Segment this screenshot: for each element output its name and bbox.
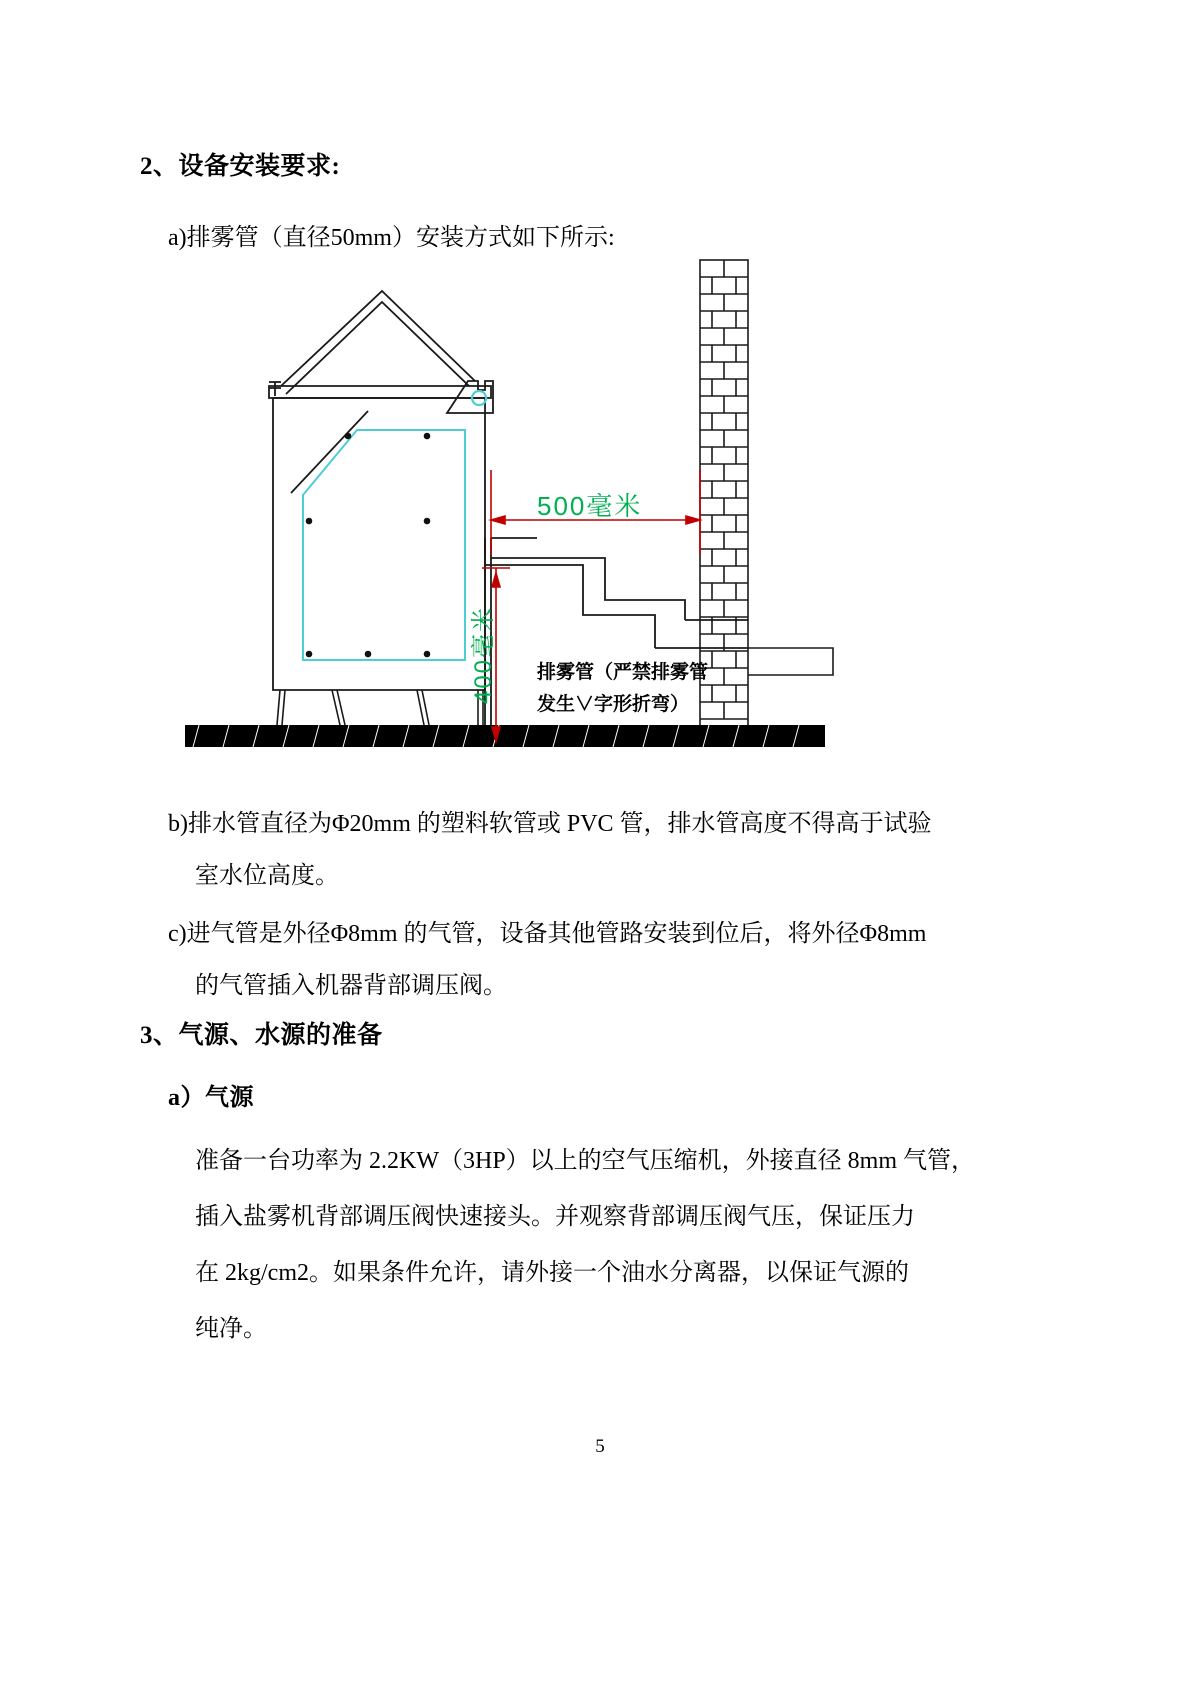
section-2-item-b-line1: b)排水管直径为Φ20mm 的塑料软管或 PVC 管，排水管高度不得高于试验 bbox=[168, 811, 932, 837]
ground-icon bbox=[185, 725, 825, 747]
dimension-400-label: 400毫米 bbox=[470, 605, 497, 705]
section-2-item-b-line2: 室水位高度。 bbox=[195, 863, 339, 889]
section-3-body-line-4: 纯净。 bbox=[195, 1316, 267, 1342]
exhaust-pipe-annotation-line2: 发生∨字形折弯） bbox=[537, 694, 690, 715]
section-3-subheading-a: a）气源 bbox=[168, 1085, 254, 1111]
page-number: 5 bbox=[595, 1436, 605, 1457]
installation-diagram bbox=[185, 255, 865, 755]
machine-lid-icon bbox=[269, 291, 475, 396]
section-3-body-line-3: 在 2kg/cm2。如果条件允许，请外接一个油水分离器，以保证气源的 bbox=[195, 1260, 909, 1286]
section-3-body-line-1: 准备一台功率为 2.2KW（3HP）以上的空气压缩机，外接直径 8mm 气管， bbox=[195, 1148, 975, 1174]
door-glass-icon bbox=[303, 430, 465, 660]
dimension-500-label: 500毫米 bbox=[537, 491, 643, 521]
section-3-heading: 3、气源、水源的准备 bbox=[140, 1022, 383, 1049]
section-2-heading: 2、设备安装要求: bbox=[140, 153, 341, 180]
exhaust-pipe-annotation-line1: 排雾管（严禁排雾管 bbox=[537, 662, 709, 683]
wall-foot-icon bbox=[748, 648, 833, 675]
machine-legs-icon bbox=[277, 690, 483, 725]
brick-wall-icon bbox=[700, 260, 748, 730]
door-bolt-icon bbox=[306, 433, 431, 658]
section-2-item-c-line1: c)进气管是外径Φ8mm 的气管，设备其他管路安装到位后，将外径Φ8mm bbox=[168, 921, 927, 947]
section-2-item-c-line2: 的气管插入机器背部调压阀。 bbox=[195, 973, 507, 999]
section-3-body-line-2: 插入盐雾机背部调压阀快速接头。并观察背部调压阀气压，保证压力 bbox=[195, 1204, 915, 1230]
section-2-item-a: a)排雾管（直径50mm）安装方式如下所示: bbox=[168, 225, 615, 251]
